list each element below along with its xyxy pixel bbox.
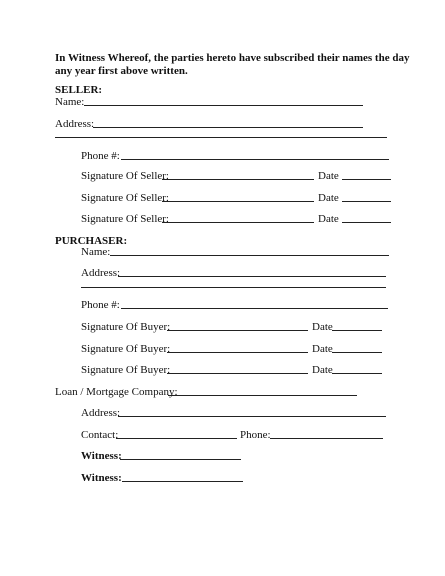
buyer-signature-field-3[interactable] [167, 373, 308, 374]
buyer-signature-label-3: Signature Of Buyer: [81, 364, 171, 376]
witness-field-1[interactable] [120, 459, 241, 460]
purchaser-address-label: Address: [81, 267, 121, 279]
seller-address-field[interactable] [93, 127, 363, 128]
buyer-date-label-1: Date [312, 321, 333, 333]
loan-phone-field[interactable] [270, 438, 383, 439]
witness-clause-line-1: In Witness Whereof, the parties hereto have subscribed their names the day [55, 52, 410, 64]
buyer-date-field-3[interactable] [332, 373, 382, 374]
buyer-signature-label-1: Signature Of Buyer: [81, 321, 171, 333]
seller-signature-label-2: Signature Of Seller: [81, 192, 169, 204]
seller-date-label-3: Date [318, 213, 339, 225]
seller-signature-field-2[interactable] [162, 201, 314, 202]
purchaser-name-label: Name: [81, 246, 111, 258]
witness-clause-line-2: any year first above written. [55, 65, 188, 77]
seller-signature-label-1: Signature Of Seller: [81, 170, 169, 182]
seller-phone-field[interactable] [121, 159, 389, 160]
seller-address-field-line-2[interactable] [55, 137, 387, 138]
seller-date-field-1[interactable] [342, 179, 391, 180]
buyer-signature-field-1[interactable] [167, 330, 308, 331]
witness-field-2[interactable] [122, 481, 243, 482]
buyer-date-field-1[interactable] [332, 330, 382, 331]
loan-contact-field[interactable] [116, 438, 237, 439]
purchaser-phone-field[interactable] [121, 308, 388, 309]
buyer-date-field-2[interactable] [332, 352, 382, 353]
seller-date-field-3[interactable] [342, 222, 391, 223]
purchaser-phone-label: Phone #: [81, 299, 120, 311]
purchaser-address-field-line-2[interactable] [81, 287, 386, 288]
seller-signature-field-1[interactable] [162, 179, 314, 180]
purchaser-section-label: PURCHASER: [55, 235, 128, 247]
seller-name-label: Name: [55, 96, 85, 108]
purchaser-name-field[interactable] [110, 255, 389, 256]
loan-company-field[interactable] [168, 395, 357, 396]
seller-date-field-2[interactable] [342, 201, 391, 202]
seller-date-label-1: Date [318, 170, 339, 182]
buyer-date-label-2: Date [312, 343, 333, 355]
seller-signature-label-3: Signature Of Seller: [81, 213, 169, 225]
buyer-signature-label-2: Signature Of Buyer: [81, 343, 171, 355]
seller-address-label: Address: [55, 118, 95, 130]
seller-name-field[interactable] [84, 105, 363, 106]
buyer-date-label-3: Date [312, 364, 333, 376]
witness-clause [55, 52, 415, 78]
loan-contact-label: Contact: [81, 429, 119, 441]
loan-address-label: Address: [81, 407, 121, 419]
buyer-signature-field-2[interactable] [167, 352, 308, 353]
seller-section-label: SELLER: [55, 84, 103, 96]
seller-phone-label: Phone #: [81, 150, 120, 162]
seller-signature-field-3[interactable] [162, 222, 314, 223]
loan-address-field[interactable] [118, 416, 386, 417]
loan-company-label: Loan / Mortgage Company: [55, 386, 178, 398]
witness-label-1: Witness: [81, 450, 122, 462]
witness-label-2: Witness: [81, 472, 122, 484]
seller-date-label-2: Date [318, 192, 339, 204]
loan-phone-label: Phone: [240, 429, 271, 441]
purchaser-address-field[interactable] [118, 276, 386, 277]
